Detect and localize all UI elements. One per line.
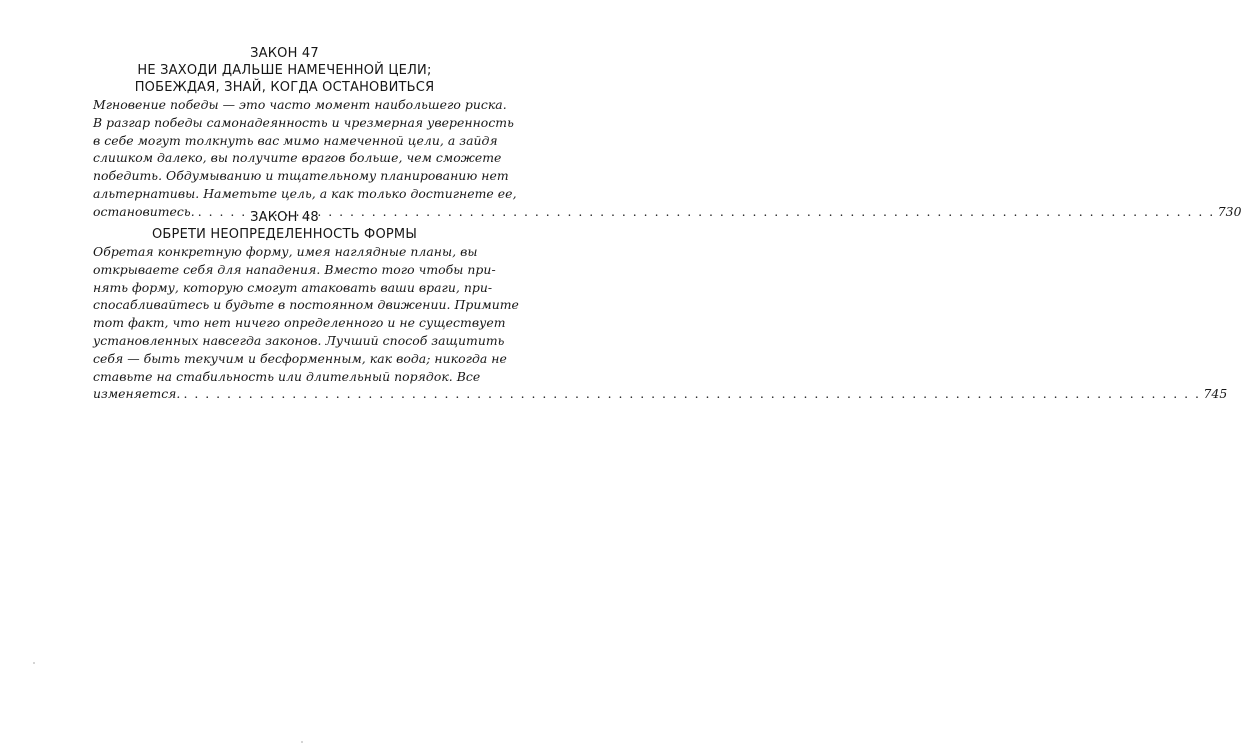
description-line: в себе могут толкнуть вас мимо намеченной цели, а зайдя xyxy=(93,132,498,148)
description-line: ставьте на стабильность или длительный порядок. Все xyxy=(93,368,481,384)
description-line: изменяется. xyxy=(93,386,181,402)
law-title-line: НЕ ЗАХОДИ ДАЛЬШЕ НАМЕЧЕННОЙ ЦЕЛИ; xyxy=(137,63,432,78)
law-number: ЗАКОН 47 xyxy=(250,46,319,61)
law-title-line: ОБРЕТИ НЕОПРЕДЕЛЕННОСТЬ ФОРМЫ xyxy=(151,227,417,242)
toc-entry-line xyxy=(93,385,1228,403)
description-line: остановитесь. xyxy=(93,203,195,219)
description-line: Обретая конкретную форму, имея наглядные планы, вы xyxy=(93,244,478,259)
page-number[interactable]: 730 xyxy=(1217,203,1242,219)
description-line: тот факт, что нет ничего определенного и не существует xyxy=(93,315,506,331)
description-line: победить. Обдумыванию и тщательному планированию нет xyxy=(93,168,509,184)
law-description xyxy=(93,243,1228,403)
law-description xyxy=(93,96,1242,221)
scan-speck xyxy=(33,662,35,664)
description-line: Мгновение победы — это часто момент наибольшего риска. xyxy=(93,97,507,112)
description-line: спосабливайтесь и будьте в постоянном движении. Примите xyxy=(93,297,519,313)
description-line: установленных навсегда законов. Лучший способ защитить xyxy=(93,332,505,348)
scan-speck xyxy=(301,741,303,743)
law-title-line: ПОБЕЖДАЯ, ЗНАЙ, КОГДА ОСТАНОВИТЬСЯ xyxy=(134,80,435,95)
law-47-section xyxy=(93,45,1242,221)
description-line: нять форму, которую смогут атаковать ваши враги, при- xyxy=(93,279,493,295)
description-line: себя — быть текучим и бесформенным, как вода; никогда не xyxy=(93,350,507,366)
description-line: В разгар победы самонадеянность и чрезмерная уверенность xyxy=(93,114,514,130)
dot-leader xyxy=(183,385,1200,403)
page-number[interactable]: 745 xyxy=(1203,386,1228,402)
law-number: ЗАКОН 48 xyxy=(250,210,319,225)
description-line: слишком далеко, вы получите врагов больше, чем сможете xyxy=(93,150,502,166)
law-48-section xyxy=(93,209,1228,403)
description-line: открываете себя для нападения. Вместо того чтобы при- xyxy=(93,261,496,277)
description-line: альтернативы. Наметьте цель, а как только достигнете ее, xyxy=(93,185,517,201)
